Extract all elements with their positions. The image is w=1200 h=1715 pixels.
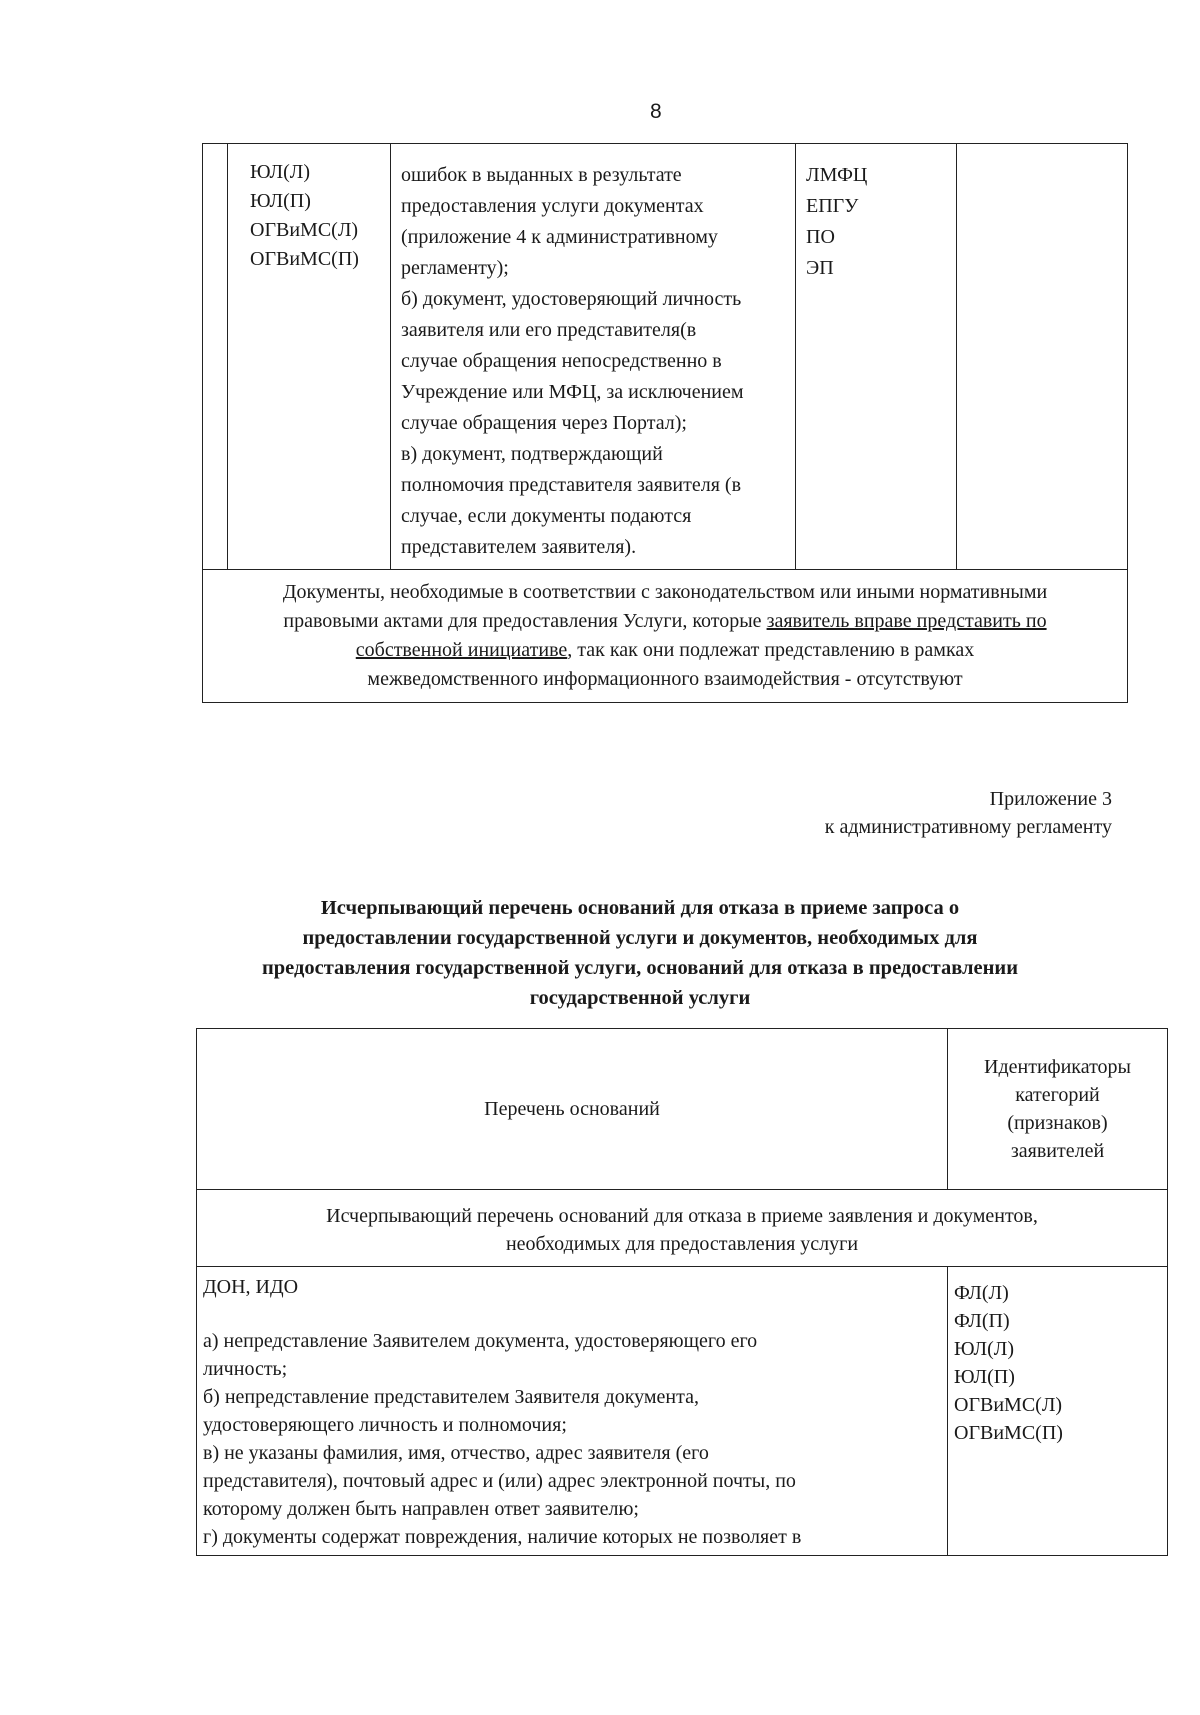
reasons-cell	[197, 1267, 948, 1556]
note-text: правовыми актами для предоставления Услуги, которые	[283, 610, 767, 632]
reason-line: б) непредставление представителем Заявителя документа,	[203, 1386, 699, 1408]
table-row	[203, 570, 1128, 703]
category-item: ОГВиМС(П)	[954, 1422, 1063, 1444]
document-line: полномочия представителя заявителя (в	[401, 474, 742, 496]
documents-list-cell	[391, 144, 796, 570]
document-line: заявителя или его представителя(в	[401, 319, 697, 341]
table-header-row	[197, 1029, 1168, 1190]
category-item: ОГВиМС(Л)	[954, 1394, 1063, 1416]
page-number: 8	[650, 100, 662, 123]
appendix-caption	[825, 785, 1112, 841]
category-item: ЮЛ(Л)	[954, 1338, 1015, 1360]
channel-item: ПО	[806, 226, 835, 248]
note-text: , так как они подлежат представлению в рамках	[567, 639, 975, 661]
channel-item: ЭП	[806, 257, 834, 279]
header-grounds-list: Перечень оснований	[197, 1029, 948, 1190]
documents-table	[202, 143, 1128, 703]
services-label: ДОН, ИДО	[203, 1276, 299, 1298]
reason-line: представителя), почтовый адрес и (или) адрес электронной почты, по	[203, 1470, 796, 1492]
reason-line: г) документы содержат повреждения, наличие которых не позволяет в	[203, 1526, 802, 1548]
note-line: Документы, необходимые в соответствии с законодательством или иными нормативными	[282, 581, 1048, 603]
applicant-categories-cell	[228, 144, 391, 570]
section-heading	[180, 893, 1100, 1013]
category-item: ФЛ(П)	[954, 1310, 1010, 1332]
document-line: (приложение 4 к административному	[401, 226, 718, 248]
note-line	[209, 636, 1121, 665]
categories-cell	[948, 1267, 1168, 1556]
category-item: ОГВиМС(П)	[250, 248, 359, 270]
reason-line: которому должен быть направлен ответ заявителю;	[203, 1498, 639, 1520]
category-item: ЮЛ(Л)	[250, 161, 311, 183]
empty-cell	[203, 144, 228, 570]
note-line	[209, 607, 1121, 636]
category-item: ЮЛ(П)	[250, 190, 311, 212]
note-cell	[203, 570, 1128, 703]
channel-item: ЕПГУ	[806, 195, 859, 217]
document-line: в) документ, подтверждающий	[401, 443, 663, 465]
reason-line: в) не указаны фамилия, имя, отчество, адрес заявителя (его	[203, 1442, 709, 1464]
table-row	[197, 1267, 1168, 1556]
category-item: ОГВиМС(Л)	[250, 219, 359, 241]
reason-line: а) непредставление Заявителем документа, удостоверяющего его	[203, 1330, 758, 1352]
heading-line: предоставления государственной услуги, оснований для отказа в предоставлении	[261, 957, 1019, 979]
heading-line: государственной услуги	[529, 987, 751, 1009]
document-line: регламенту);	[401, 257, 509, 279]
category-item: ЮЛ(П)	[954, 1366, 1015, 1388]
document-line: случае, если документы подаются	[401, 505, 692, 527]
document-line: предоставления услуги документах	[401, 195, 704, 217]
category-item: ФЛ(Л)	[954, 1282, 1009, 1304]
appendix-number: Приложение 3	[989, 788, 1112, 810]
channels-cell	[796, 144, 957, 570]
heading-line: Исчерпывающий перечень оснований для отказа в приеме запроса о	[320, 897, 960, 919]
appendix-subtitle: к административному регламенту	[824, 816, 1112, 838]
reason-line: личность;	[203, 1358, 288, 1380]
document-line: б) документ, удостоверяющий личность	[401, 288, 742, 310]
document-line: случае обращения непосредственно в	[401, 350, 722, 372]
reason-line: удостоверяющего личность и полномочия;	[203, 1414, 567, 1436]
note-line: межведомственного информационного взаимодействия - отсутствуют	[367, 668, 963, 690]
subheader-cell: Исчерпывающий перечень оснований для отказа в приеме заявления и документов, необходимых для предоставления услуги	[197, 1190, 1168, 1267]
heading-line: предоставлении государственной услуги и документов, необходимых для	[302, 927, 978, 949]
document-line: ошибок в выданных в результате	[401, 164, 682, 186]
note-underlined-text: заявитель вправе представить по	[766, 610, 1047, 632]
note-underlined-text: собственной инициативе	[355, 639, 568, 661]
document-line: Учреждение или МФЦ, за исключением	[401, 381, 744, 403]
document-line: случае обращения через Портал);	[401, 412, 687, 434]
channel-item: ЛМФЦ	[806, 164, 868, 186]
header-applicant-identifiers: Идентификаторы категорий (признаков) заявителей	[948, 1029, 1168, 1190]
document-line: представителем заявителя).	[401, 536, 637, 558]
table-row	[203, 144, 1128, 570]
table-row	[197, 1190, 1168, 1267]
refusal-grounds-table	[196, 1028, 1168, 1556]
empty-cell	[957, 144, 1128, 570]
